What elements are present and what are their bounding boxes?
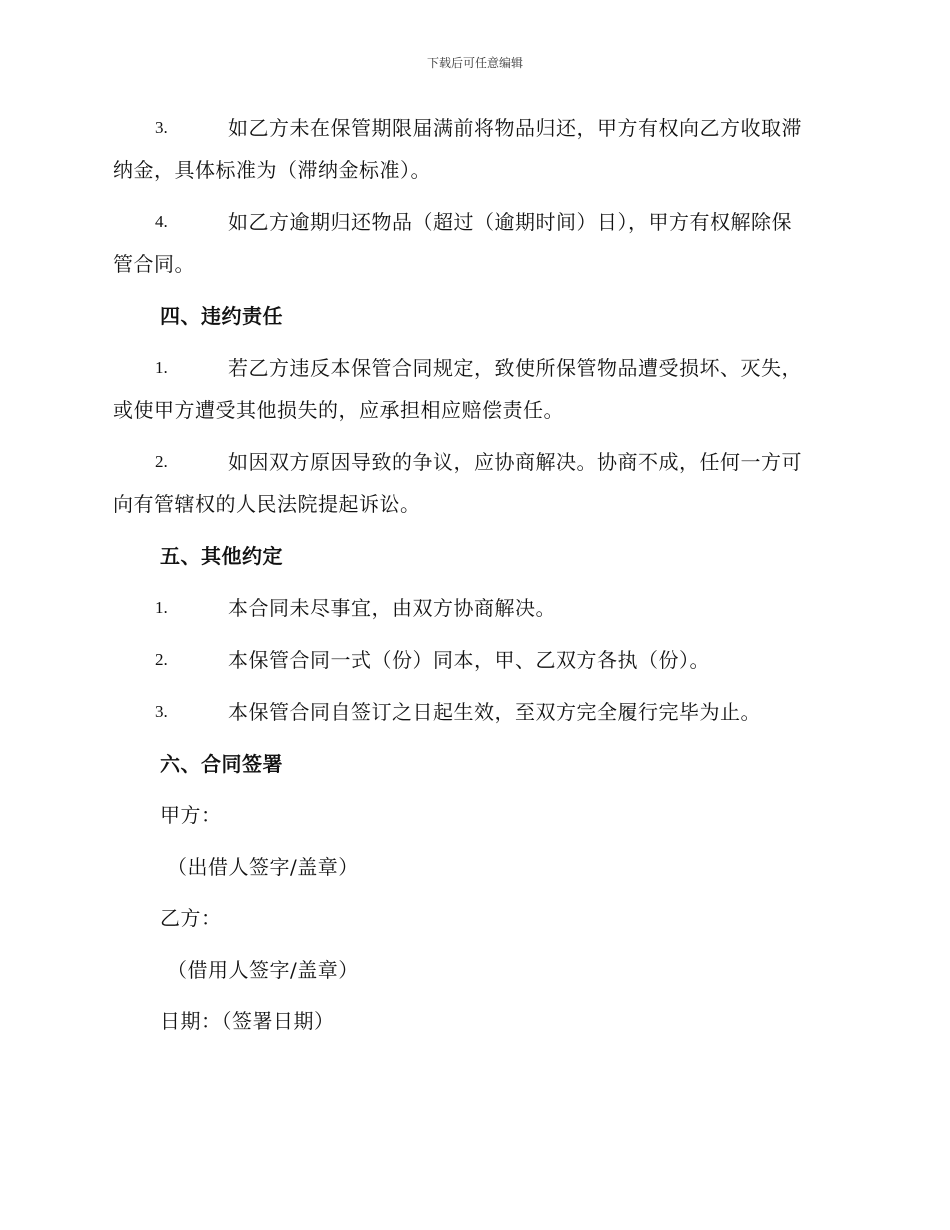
other-1-text: 本合同未尽事宜，由双方协商解决。 [228, 596, 556, 620]
breach-1-line-2: 或使甲方遭受其他损失的，应承担相应赔偿责任。 [113, 398, 564, 422]
clause-4-line-2: 管合同。 [113, 252, 195, 276]
clause-3-line-2: 纳金，具体标准为（滞纳金标准）。 [113, 158, 431, 182]
section-heading-breach: 四、违约责任 [160, 304, 283, 328]
section-heading-signing: 六、合同签署 [160, 752, 283, 776]
item-number: 2. [155, 452, 168, 471]
section-heading-other: 五、其他约定 [160, 544, 283, 568]
signing-date: 日期：（签署日期） [160, 1009, 335, 1033]
breach-1-line-1: 若乙方违反本保管合同规定，致使所保管物品遭受损坏、灭失， [228, 356, 802, 380]
breach-2-line-1: 如因双方原因导致的争议，应协商解决。协商不成，任何一方可 [228, 450, 802, 474]
page-header: 下载后可任意编辑 [426, 56, 523, 70]
party-a-signature: （出借人签字/盖章） [167, 855, 359, 879]
breach-2-line-2: 向有管辖权的人民法院提起诉讼。 [113, 492, 421, 516]
item-number: 3. [155, 118, 168, 137]
item-number: 3. [155, 702, 168, 721]
item-number: 1. [155, 598, 168, 617]
item-number: 1. [155, 358, 168, 377]
party-a-label: 甲方： [160, 803, 222, 827]
item-number: 2. [155, 650, 168, 669]
other-3-text: 本保管合同自签订之日起生效，至双方完全履行完毕为止。 [228, 700, 761, 724]
item-number: 4. [155, 212, 168, 231]
party-b-signature: （借用人签字/盖章） [167, 958, 359, 982]
clause-3-line-1: 如乙方未在保管期限届满前将物品归还，甲方有权向乙方收取滞 [228, 116, 802, 140]
other-2-text: 本保管合同一式（份）同本，甲、乙双方各执（份）。 [228, 648, 710, 672]
clause-4-line-1: 如乙方逾期归还物品（超过（逾期时间）日），甲方有权解除保 [228, 210, 792, 234]
party-b-label: 乙方： [160, 906, 222, 930]
